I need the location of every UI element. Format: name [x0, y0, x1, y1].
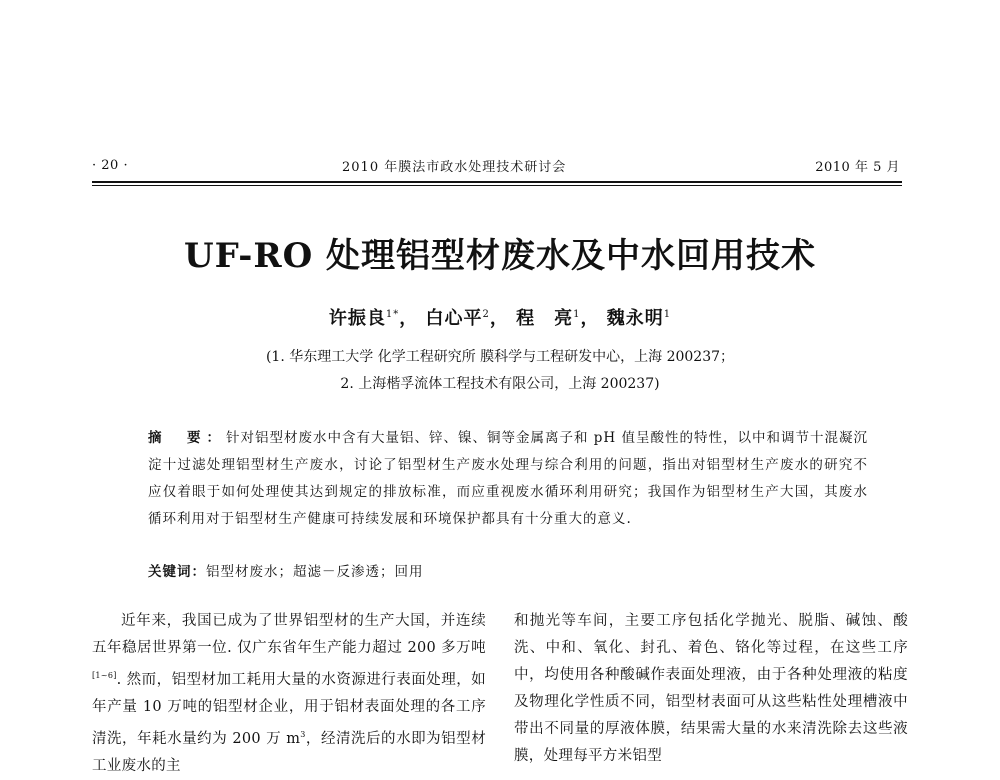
- paper-title: UF-RO 处理铝型材废水及中水回用技术: [183, 236, 817, 276]
- author-name: 魏永明: [606, 308, 664, 329]
- unit-exponent: 3: [300, 729, 306, 739]
- header-rule-thin: [92, 185, 902, 186]
- affiliation-1: (1. 华东理工大学 化学工程研究所 膜科学与工程研发中心，上海 200237；: [265, 349, 735, 365]
- issue-date: 2010 年 5 月: [815, 160, 900, 175]
- author-affiliation-mark: 1*: [385, 309, 400, 320]
- keywords-text: 铝型材废水；超滤－反渗透；回用: [206, 564, 424, 580]
- abstract: [148, 425, 868, 533]
- body-column-right: 和抛光等车间，主要工序包括化学抛光、脱脂、碱蚀、酸洗、中和、氧化、封孔、着色、铬化等过程，在这些工序中，均使用各种酸碱作表面处理液，由于各种处理液的粘度及物理化学性质不同，铝型材表面可从这些粘性处理槽液中带出不同量的厚液体膜，结果需大量的水来清洗除去这些液膜，处理每平方米铝型: [514, 613, 908, 764]
- conference-name: 2010 年膜法市政水处理技术研讨会: [342, 160, 567, 175]
- author-affiliation-mark: 1: [573, 309, 581, 320]
- body-text: . 然而，铝型材加工耗用大量的水资源进行表面处理，如年产量 10 万吨的铝型材企业，用于铝材表面处理的各工序清洗，年耗水量约为 200 万 m: [92, 671, 486, 747]
- author-name: 程 亮: [516, 308, 574, 329]
- abstract-label: 摘 要：: [148, 430, 226, 446]
- affiliation-2: 2. 上海楷孚流体工程技术有限公司，上海 200237): [340, 376, 660, 392]
- keywords: [148, 560, 868, 580]
- keywords-label: 关键词：: [148, 564, 206, 580]
- body-text: ，经清洗后的水即为铝型材工业废水的主: [92, 730, 486, 774]
- header-rule-thick: [92, 181, 902, 183]
- author-name: 许振良: [328, 308, 386, 329]
- author-list: 许振良$^{1*}$， 白心平$^2$， 程 亮$^1$， 魏永明$^1$: [328, 308, 672, 329]
- body-column-left: [92, 608, 486, 780]
- running-header: [92, 156, 902, 178]
- author-name: 白心平: [425, 308, 483, 329]
- author-affiliation-mark: 2: [482, 309, 490, 320]
- citation: [1~6]: [92, 671, 117, 680]
- abstract-text: 针对铝型材废水中含有大量铝、锌、镍、铜等金属离子和 pH 值呈酸性的特性，以中和调节十混凝沉淀十过滤处理铝型材生产废水，讨论了铝型材生产废水处理与综合利用的问题，指出对铝型材生产废水的研究不应仅着眼于如何处理使其达到规定的排放标准，而应重视废水循环利用研究；我国作为铝型材生产大国，其废水循环利用对于铝型材生产健康可持续发展和环境保护都具有十分重大的意义.: [148, 430, 868, 527]
- author-affiliation-mark: 1: [663, 309, 672, 320]
- body-text: 近年来，我国已成为了世界铝型材的生产大国，并连续五年稳居世界第一位. 仅广东省年生产能力超过 200 多万吨: [92, 613, 486, 656]
- page-number: · 20 ·: [92, 158, 129, 173]
